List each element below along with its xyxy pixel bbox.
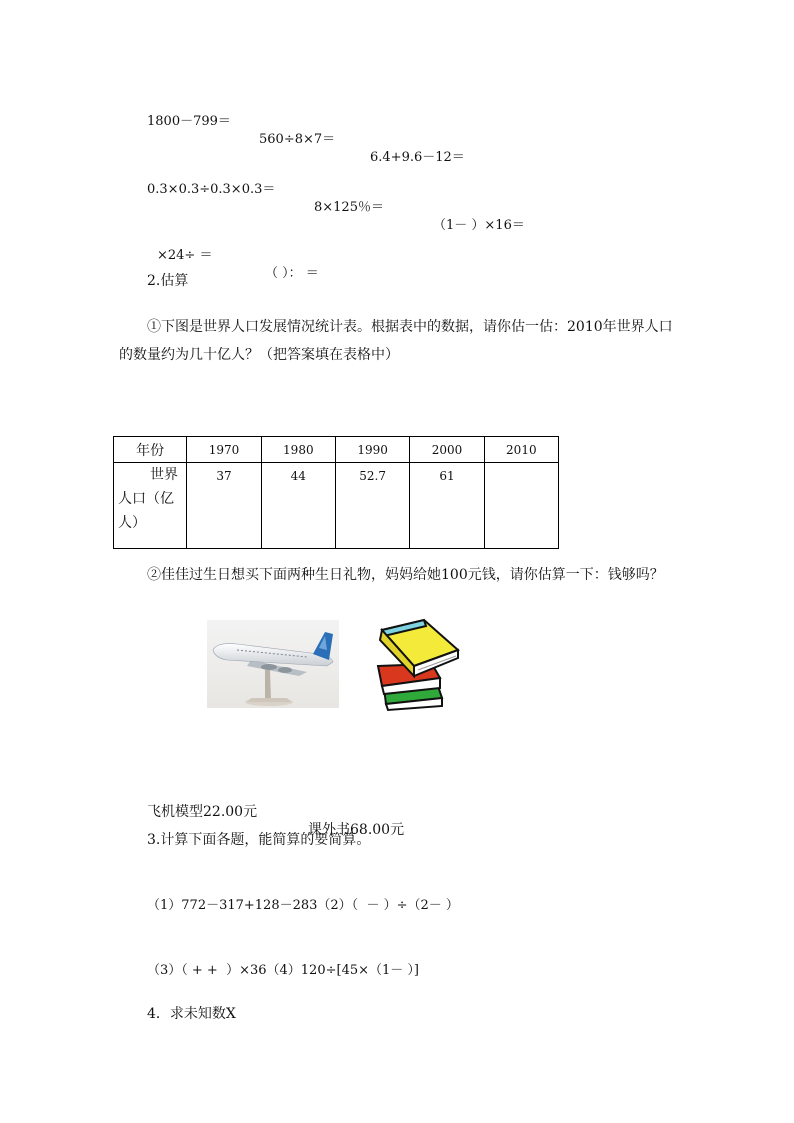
value: 52.7: [359, 469, 386, 483]
section-3-line-2: （3）（ + + ）×36（4）120÷[45×（1－ ）]: [147, 963, 419, 978]
section-3-line-1: （1）772－317+128－283（2）（ － ）÷（2－ ）: [147, 898, 459, 913]
year: 2010: [506, 442, 537, 457]
row-label-line: 人）: [118, 515, 146, 531]
expr: ×24÷ ＝: [157, 248, 213, 263]
table-row: [114, 437, 559, 463]
year-cell: [335, 437, 409, 463]
question-2: ②佳佳过生日想买下面两种生日礼物，妈妈给她100元钱，请你估算一下：钱够吗？: [147, 567, 664, 583]
row-label-cell: [114, 463, 187, 549]
year: 1990: [357, 442, 388, 457]
value-cell: [261, 463, 335, 549]
expr: （ ）： ＝: [265, 266, 319, 281]
answer-cell[interactable]: [484, 463, 558, 549]
airplane-model-icon: [207, 620, 339, 708]
population-table: [113, 436, 559, 549]
row-label-line: 人口（亿: [118, 491, 174, 507]
year: 1980: [283, 442, 314, 457]
table-row: [114, 463, 559, 549]
expr: 1800－799＝: [147, 114, 231, 129]
year-cell: [484, 437, 558, 463]
year: 1970: [208, 442, 240, 457]
expr: 0.3×0.3÷0.3×0.3＝: [147, 182, 276, 197]
header-label: 年份: [136, 442, 165, 459]
oral-calc-row-2: [0, 163, 525, 235]
year-cell: [187, 437, 261, 463]
expr: 6.4+9.6－12＝: [370, 150, 465, 165]
expr: 8×125％＝: [314, 200, 384, 215]
gift-prices: [0, 785, 405, 839]
question-1-line-1: ①下图是世界人口发展情况统计表。根据表中的数据，请你估一估：2010年世界人口: [147, 319, 673, 335]
books-icon: [374, 616, 464, 712]
value: 37: [216, 469, 232, 483]
question-1-line-2: 的数量约为几十亿人？（把答案填在表格中）: [119, 347, 399, 363]
value: 44: [290, 469, 306, 483]
row-label-line: 世界: [150, 467, 178, 483]
value-cell: [187, 463, 261, 549]
value-cell: [410, 463, 484, 549]
section-3-title: 3.计算下面各题，能简算的要简算。: [147, 832, 371, 848]
gift-2-price: 课外书68.00元: [308, 822, 405, 838]
year-cell: [410, 437, 484, 463]
value-cell: [335, 463, 409, 549]
header-label-cell: [114, 437, 187, 463]
year: 2000: [431, 442, 463, 457]
year-cell: [261, 437, 335, 463]
section-2-title: 2.估算: [147, 273, 189, 289]
expr: （1－ ）×16＝: [433, 218, 525, 233]
oral-calc-row-1: [0, 95, 465, 167]
section-4-title: 4．求未知数X: [147, 1006, 236, 1022]
value: 61: [439, 469, 455, 483]
gift-1-price: 飞机模型22.00元: [147, 804, 258, 820]
expr: 560÷8×7＝: [259, 132, 336, 147]
